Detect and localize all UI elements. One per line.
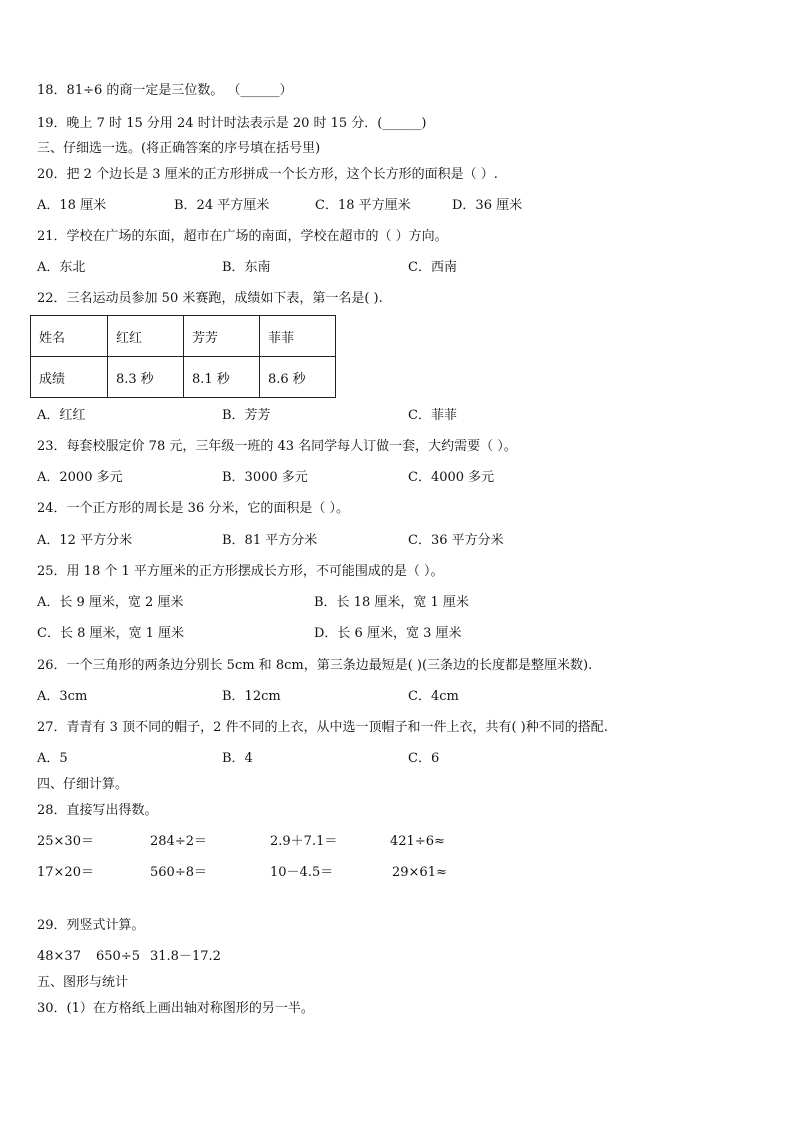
question-19: 19．晚上 7 时 15 分用 24 时计时法表示是 20 时 15 分．(______) [37,116,427,131]
q20-option-c: C．18 平方厘米 [315,198,411,213]
table-cell: 芳芳 [184,316,260,357]
q23-option-a: A．2000 多元 [37,470,123,485]
q24-option-c: C．36 平方分米 [408,533,504,548]
q26-option-b: B．12cm [222,689,281,704]
q20-option-d: D．36 厘米 [452,198,523,213]
calc-item: 421÷6≈ [390,834,445,849]
table-cell: 红红 [108,316,184,357]
question-23: 23．每套校服定价 78 元，三年级一班的 43 名同学每人订做一套，大约需要（ ）。 [37,439,517,454]
table-row [31,316,336,357]
question-25: 25．用 18 个 1 平方厘米的正方形摆成长方形，不可能围成的是（ ）。 [37,564,444,579]
results-table [30,315,336,398]
table-cell: 8.6 秒 [260,357,336,398]
q21-option-b: B．东南 [222,260,271,275]
q23-option-b: B．3000 多元 [222,470,308,485]
table-cell: 姓名 [31,316,108,357]
q26-option-c: C．4cm [408,689,459,704]
question-30: 30．(1）在方格纸上画出轴对称图形的另一半。 [37,1001,314,1016]
table-row [31,357,336,398]
q25-option-d: D．长 6 厘米，宽 3 厘米 [314,626,462,641]
q22-option-b: B．芳芳 [222,408,271,423]
vertical-calc-item: 48×37 [37,949,81,964]
calc-item: 25×30＝ [37,834,94,849]
vertical-calc-item: 650÷5 [96,949,140,964]
vertical-calc-item: 31.8－17.2 [150,949,221,964]
question-24: 24．一个正方形的周长是 36 分米，它的面积是（ ）。 [37,501,349,516]
table-cell: 成绩 [31,357,108,398]
calc-item: 560÷8＝ [150,865,207,880]
question-26: 26．一个三角形的两条边分别长 5cm 和 8cm，第三条边最短是( )(三条边的长度都是整厘米数). [37,658,593,673]
calc-item: 17×20＝ [37,865,94,880]
table-cell: 菲菲 [260,316,336,357]
q22-option-a: A．红红 [37,408,86,423]
q27-option-c: C．6 [408,751,440,766]
table-cell: 8.1 秒 [184,357,260,398]
calc-item: 2.9＋7.1＝ [270,834,338,849]
q27-option-a: A．5 [37,751,68,766]
q27-option-b: B．4 [222,751,253,766]
q21-option-c: C．西南 [408,260,457,275]
q25-option-c: C．长 8 厘米，宽 1 厘米 [37,626,185,641]
calc-item: 10－4.5＝ [270,865,334,880]
calc-item: 29×61≈ [392,865,447,880]
question-29: 29．列竖式计算。 [37,918,145,933]
q22-option-c: C．菲菲 [408,408,457,423]
section-5-heading: 五、图形与统计 [37,975,129,990]
section-4-heading: 四、仔细计算。 [37,777,129,792]
question-21: 21．学校在广场的东面，超市在广场的南面，学校在超市的（ ）方向。 [37,229,448,244]
q21-option-a: A．东北 [37,260,86,275]
q23-option-c: C．4000 多元 [408,470,495,485]
section-3-heading: 三、仔细选一选。(将正确答案的序号填在括号里) [37,141,321,156]
q24-option-a: A．12 平方分米 [37,533,133,548]
table-cell: 8.3 秒 [108,357,184,398]
question-28: 28．直接写出得数。 [37,803,158,818]
q25-option-a: A．长 9 厘米，宽 2 厘米 [37,595,184,610]
q26-option-a: A．3cm [37,689,88,704]
question-27: 27．青青有 3 顶不同的帽子，2 件不同的上衣，从中选一顶帽子和一件上衣，共有( )种不同的搭配. [37,720,608,735]
calc-item: 284÷2＝ [150,834,207,849]
question-20: 20．把 2 个边长是 3 厘米的正方形拼成一个长方形，这个长方形的面积是（ ）. [37,167,498,182]
q25-option-b: B．长 18 厘米，宽 1 厘米 [314,595,469,610]
question-22: 22．三名运动员参加 50 米赛跑，成绩如下表，第一名是( ). [37,291,383,306]
q20-option-b: B．24 平方厘米 [174,198,270,213]
question-18: 18．81÷6 的商一定是三位数。 （______） [37,83,293,98]
q20-option-a: A．18 厘米 [37,198,107,213]
q24-option-b: B．81 平方分米 [222,533,318,548]
